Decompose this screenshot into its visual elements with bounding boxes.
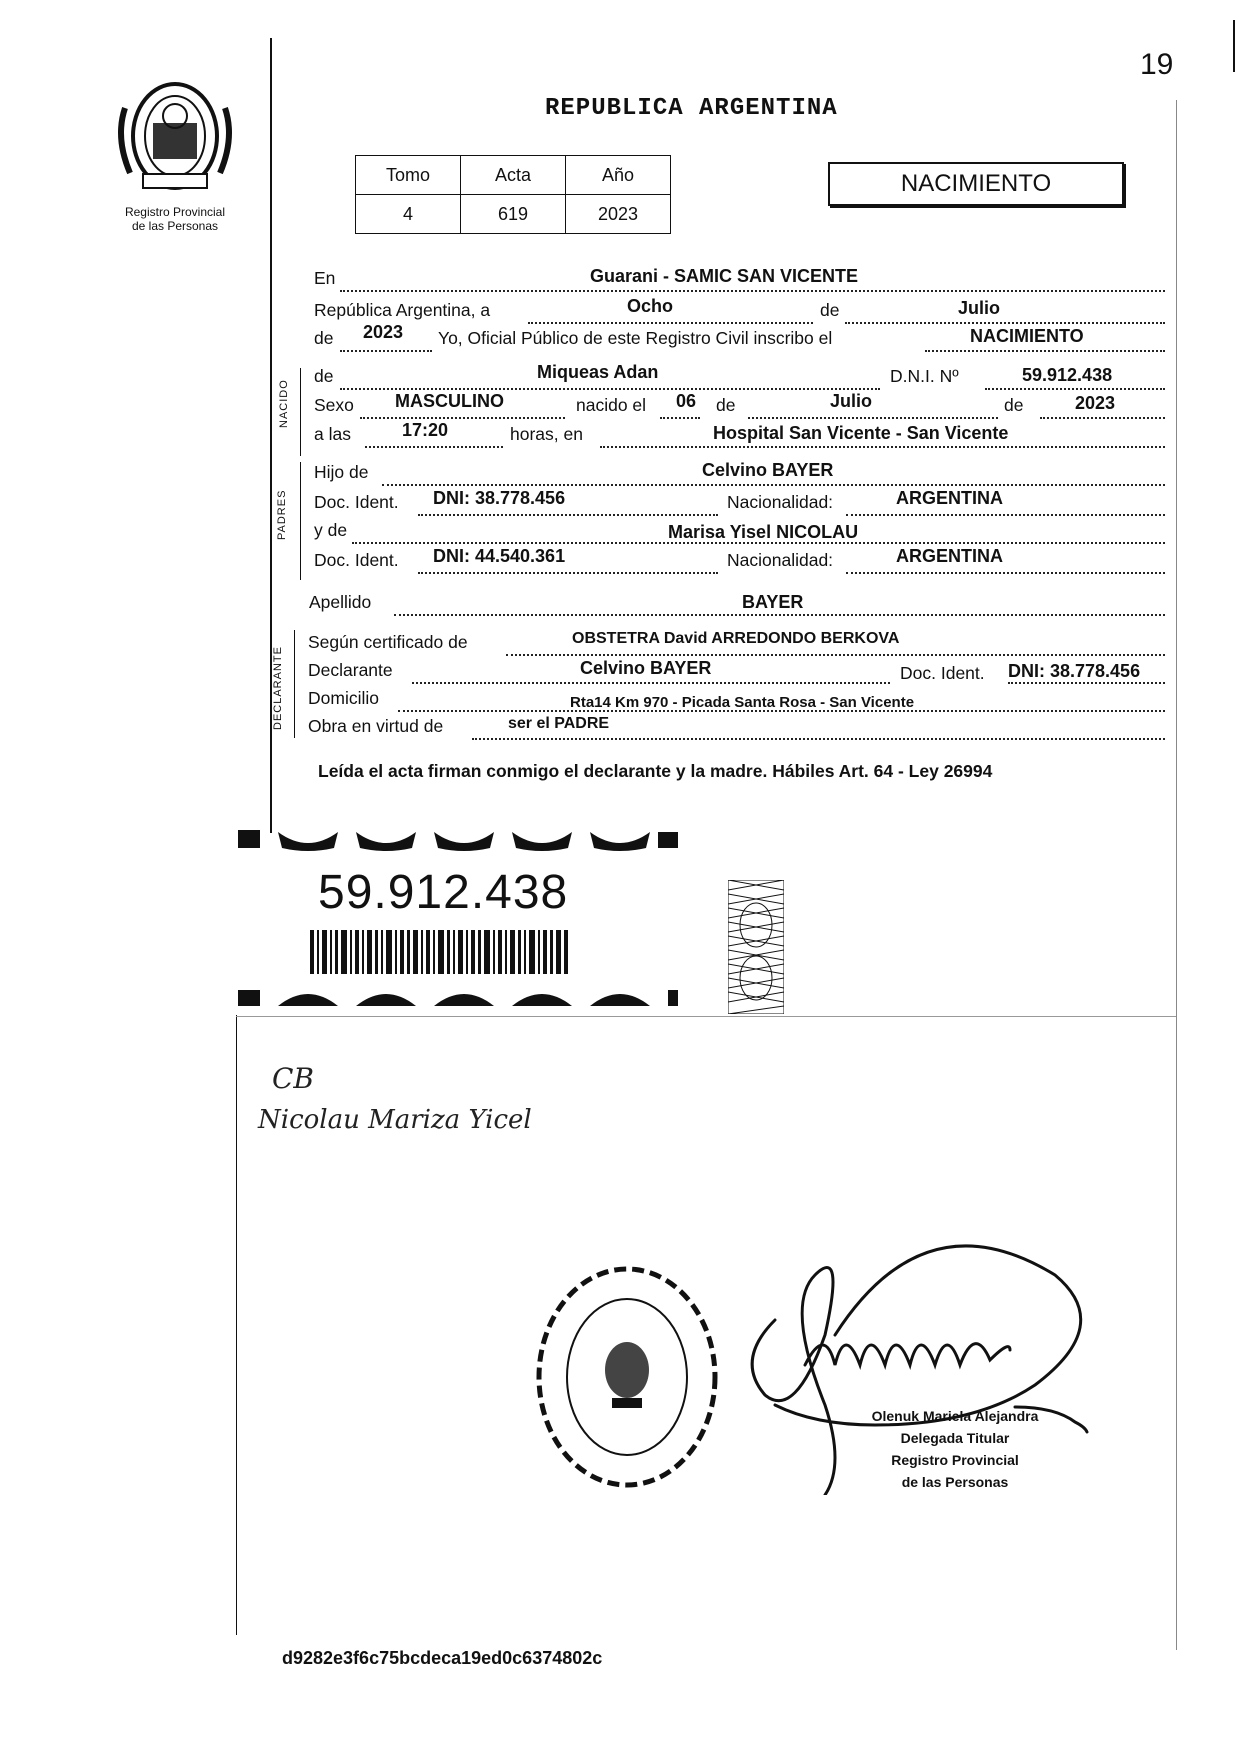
- dotted-line: [985, 388, 1165, 390]
- dotted-line: [600, 446, 1165, 448]
- row-date: [0, 296, 1248, 324]
- logo-caption-line2: de las Personas: [131, 219, 219, 233]
- nacido-de-label: de: [314, 366, 334, 386]
- place-value: Guarani - SAMIC SAN VICENTE: [590, 266, 859, 286]
- en-label: En: [314, 268, 336, 288]
- row-mother: [0, 520, 1248, 544]
- country-title: REPUBLICA ARGENTINA: [545, 95, 838, 122]
- col-acta: Acta: [461, 156, 566, 195]
- dotted-line: [528, 322, 813, 324]
- dotted-line: [506, 654, 1165, 656]
- dotted-line: [846, 514, 1165, 516]
- section-label-declarante: DECLARANTE: [272, 646, 284, 730]
- republica-label: República Argentina, a: [314, 300, 491, 320]
- row-mother-doc: [0, 546, 1248, 574]
- dotted-line: [472, 738, 1165, 740]
- year-prefix: de: [314, 328, 334, 348]
- obra-label: Obra en virtud de: [308, 716, 444, 736]
- inscribe-text: Yo, Oficial Público de este Registro Civil inscribo el: [438, 328, 833, 348]
- row-domicilio: [0, 688, 1248, 712]
- father-name: Celvino BAYER: [702, 460, 834, 480]
- nacionalidad-label-2: Nacionalidad:: [727, 550, 834, 570]
- child-dni: 59.912.438: [1022, 365, 1113, 385]
- section-label-nacido: NACIDO: [278, 379, 290, 428]
- dotted-line: [1008, 682, 1165, 684]
- section-label-padres: PADRES: [276, 489, 288, 540]
- official-block: [835, 1405, 1075, 1493]
- obra-value: ser el PADRE: [508, 715, 610, 732]
- row-place: [0, 268, 1248, 292]
- security-hologram: [728, 880, 784, 1014]
- official-name: Olenuk Mariela Alejandra: [871, 1408, 1039, 1424]
- row-apellido: [0, 592, 1248, 616]
- sexo-value: MASCULINO: [395, 391, 504, 411]
- child-name: Miqueas Adan: [537, 362, 659, 382]
- row-obra: [0, 716, 1248, 740]
- left-margin-line-lower: [236, 1015, 237, 1635]
- dotted-line: [365, 446, 503, 448]
- row-hora: [0, 420, 1248, 448]
- de-label: de: [820, 300, 840, 320]
- year-value: 2023: [363, 322, 404, 342]
- row-sexo: [0, 391, 1248, 419]
- dotted-line: [340, 350, 432, 352]
- birth-place: Hospital San Vicente - San Vicente: [713, 423, 1009, 443]
- row-certificado: [0, 632, 1248, 656]
- page-number: 19: [1140, 48, 1174, 81]
- y-de-label: y de: [314, 520, 348, 540]
- apellido-label: Apellido: [309, 592, 372, 612]
- a-las-label: a las: [314, 424, 351, 444]
- provincial-seal-icon: [105, 78, 245, 196]
- inscribe-value: NACIMIENTO: [970, 326, 1084, 346]
- hijo-label: Hijo de: [314, 462, 369, 482]
- mother-nationality: ARGENTINA: [896, 546, 1003, 566]
- father-nationality: ARGENTINA: [896, 488, 1003, 508]
- doc-ident-label: Doc. Ident.: [314, 492, 399, 512]
- de-label-2: de: [716, 395, 736, 415]
- col-tomo: Tomo: [356, 156, 461, 195]
- birth-year: 2023: [1075, 393, 1116, 413]
- row-year: [0, 322, 1248, 352]
- decl-doc-label: Doc. Ident.: [900, 663, 985, 683]
- dotted-line: [748, 417, 998, 419]
- cert-value: OBSTETRA David ARREDONDO BERKOVA: [572, 630, 900, 647]
- birth-month: Julio: [830, 391, 873, 411]
- acta-value: 619: [461, 195, 566, 234]
- register-table-values: [356, 195, 671, 234]
- dotted-line: [394, 614, 1165, 616]
- closing-text: Leída el acta firman conmigo el declarante y la madre. Hábiles Art. 64 - Ley 26994: [318, 761, 993, 781]
- register-table: [355, 155, 671, 234]
- dotted-line: [382, 484, 1165, 486]
- dotted-line: [418, 572, 718, 574]
- declarante-label: Declarante: [308, 660, 393, 680]
- dotted-line: [340, 388, 880, 390]
- logo-caption-line1: Registro Provincial: [124, 205, 226, 219]
- apellido-value: BAYER: [742, 592, 804, 612]
- record-type-box: NACIMIENTO: [828, 162, 1124, 206]
- tomo-value: 4: [356, 195, 461, 234]
- official-org-line2: de las Personas: [901, 1474, 1009, 1490]
- dotted-line: [1040, 417, 1165, 419]
- hologram-icon: [728, 880, 784, 1014]
- doc-ident-label-2: Doc. Ident.: [314, 550, 399, 570]
- official-stamp: [532, 1262, 722, 1492]
- row-declarante: [0, 660, 1248, 684]
- month-value: Julio: [958, 298, 1001, 318]
- dni-label: D.N.I. Nº: [890, 366, 959, 386]
- dotted-line: [660, 417, 700, 419]
- section-separator: [236, 1016, 1176, 1017]
- declarante-value: Celvino BAYER: [580, 658, 712, 678]
- row-nacido-name: [0, 362, 1248, 390]
- dotted-line: [412, 682, 890, 684]
- stamp-seal-icon: [532, 1262, 722, 1492]
- cert-label: Según certificado de: [308, 632, 468, 652]
- decl-doc-value: DNI: 38.778.456: [1008, 661, 1141, 681]
- col-ano: Año: [566, 156, 671, 195]
- official-org-line1: Registro Provincial: [891, 1452, 1019, 1468]
- handwritten-initials: CB: [272, 1062, 314, 1095]
- document-hash: d9282e3f6c75bcdeca19ed0c6374802c: [282, 1648, 603, 1668]
- day-words: Ocho: [627, 296, 674, 316]
- row-hijo: [0, 462, 1248, 486]
- nacionalidad-label: Nacionalidad:: [727, 492, 834, 512]
- barcode-icon: [310, 930, 568, 974]
- register-table-header: [356, 156, 671, 195]
- ano-value: 2023: [566, 195, 671, 234]
- mother-doc: DNI: 44.540.361: [433, 546, 566, 566]
- handwritten-name: Nicolau Mariza Yicel: [258, 1105, 532, 1135]
- dotted-line: [418, 514, 718, 516]
- stub-dni-number: 59.912.438: [318, 866, 569, 919]
- de-label-3: de: [1004, 395, 1024, 415]
- domicilio-value: Rta14 Km 970 - Picada Santa Rosa - San Vicente: [570, 694, 915, 711]
- dotted-line: [360, 417, 565, 419]
- nacido-el-label: nacido el: [576, 395, 647, 415]
- registry-logo: [105, 78, 245, 233]
- dotted-line: [340, 290, 1165, 292]
- horas-label: horas, en: [510, 424, 583, 444]
- dotted-line: [845, 322, 1165, 324]
- birth-time: 17:20: [402, 420, 449, 440]
- dotted-line: [846, 572, 1165, 574]
- barcode: [310, 930, 568, 974]
- dotted-line: [925, 350, 1165, 352]
- sexo-label: Sexo: [314, 395, 354, 415]
- birth-day: 06: [676, 391, 697, 411]
- page-edge-mark: [1233, 20, 1235, 72]
- father-doc: DNI: 38.778.456: [433, 488, 566, 508]
- official-title: Delegada Titular: [900, 1430, 1010, 1446]
- domicilio-label: Domicilio: [308, 688, 379, 708]
- mother-name: Marisa Yisel NICOLAU: [668, 522, 859, 542]
